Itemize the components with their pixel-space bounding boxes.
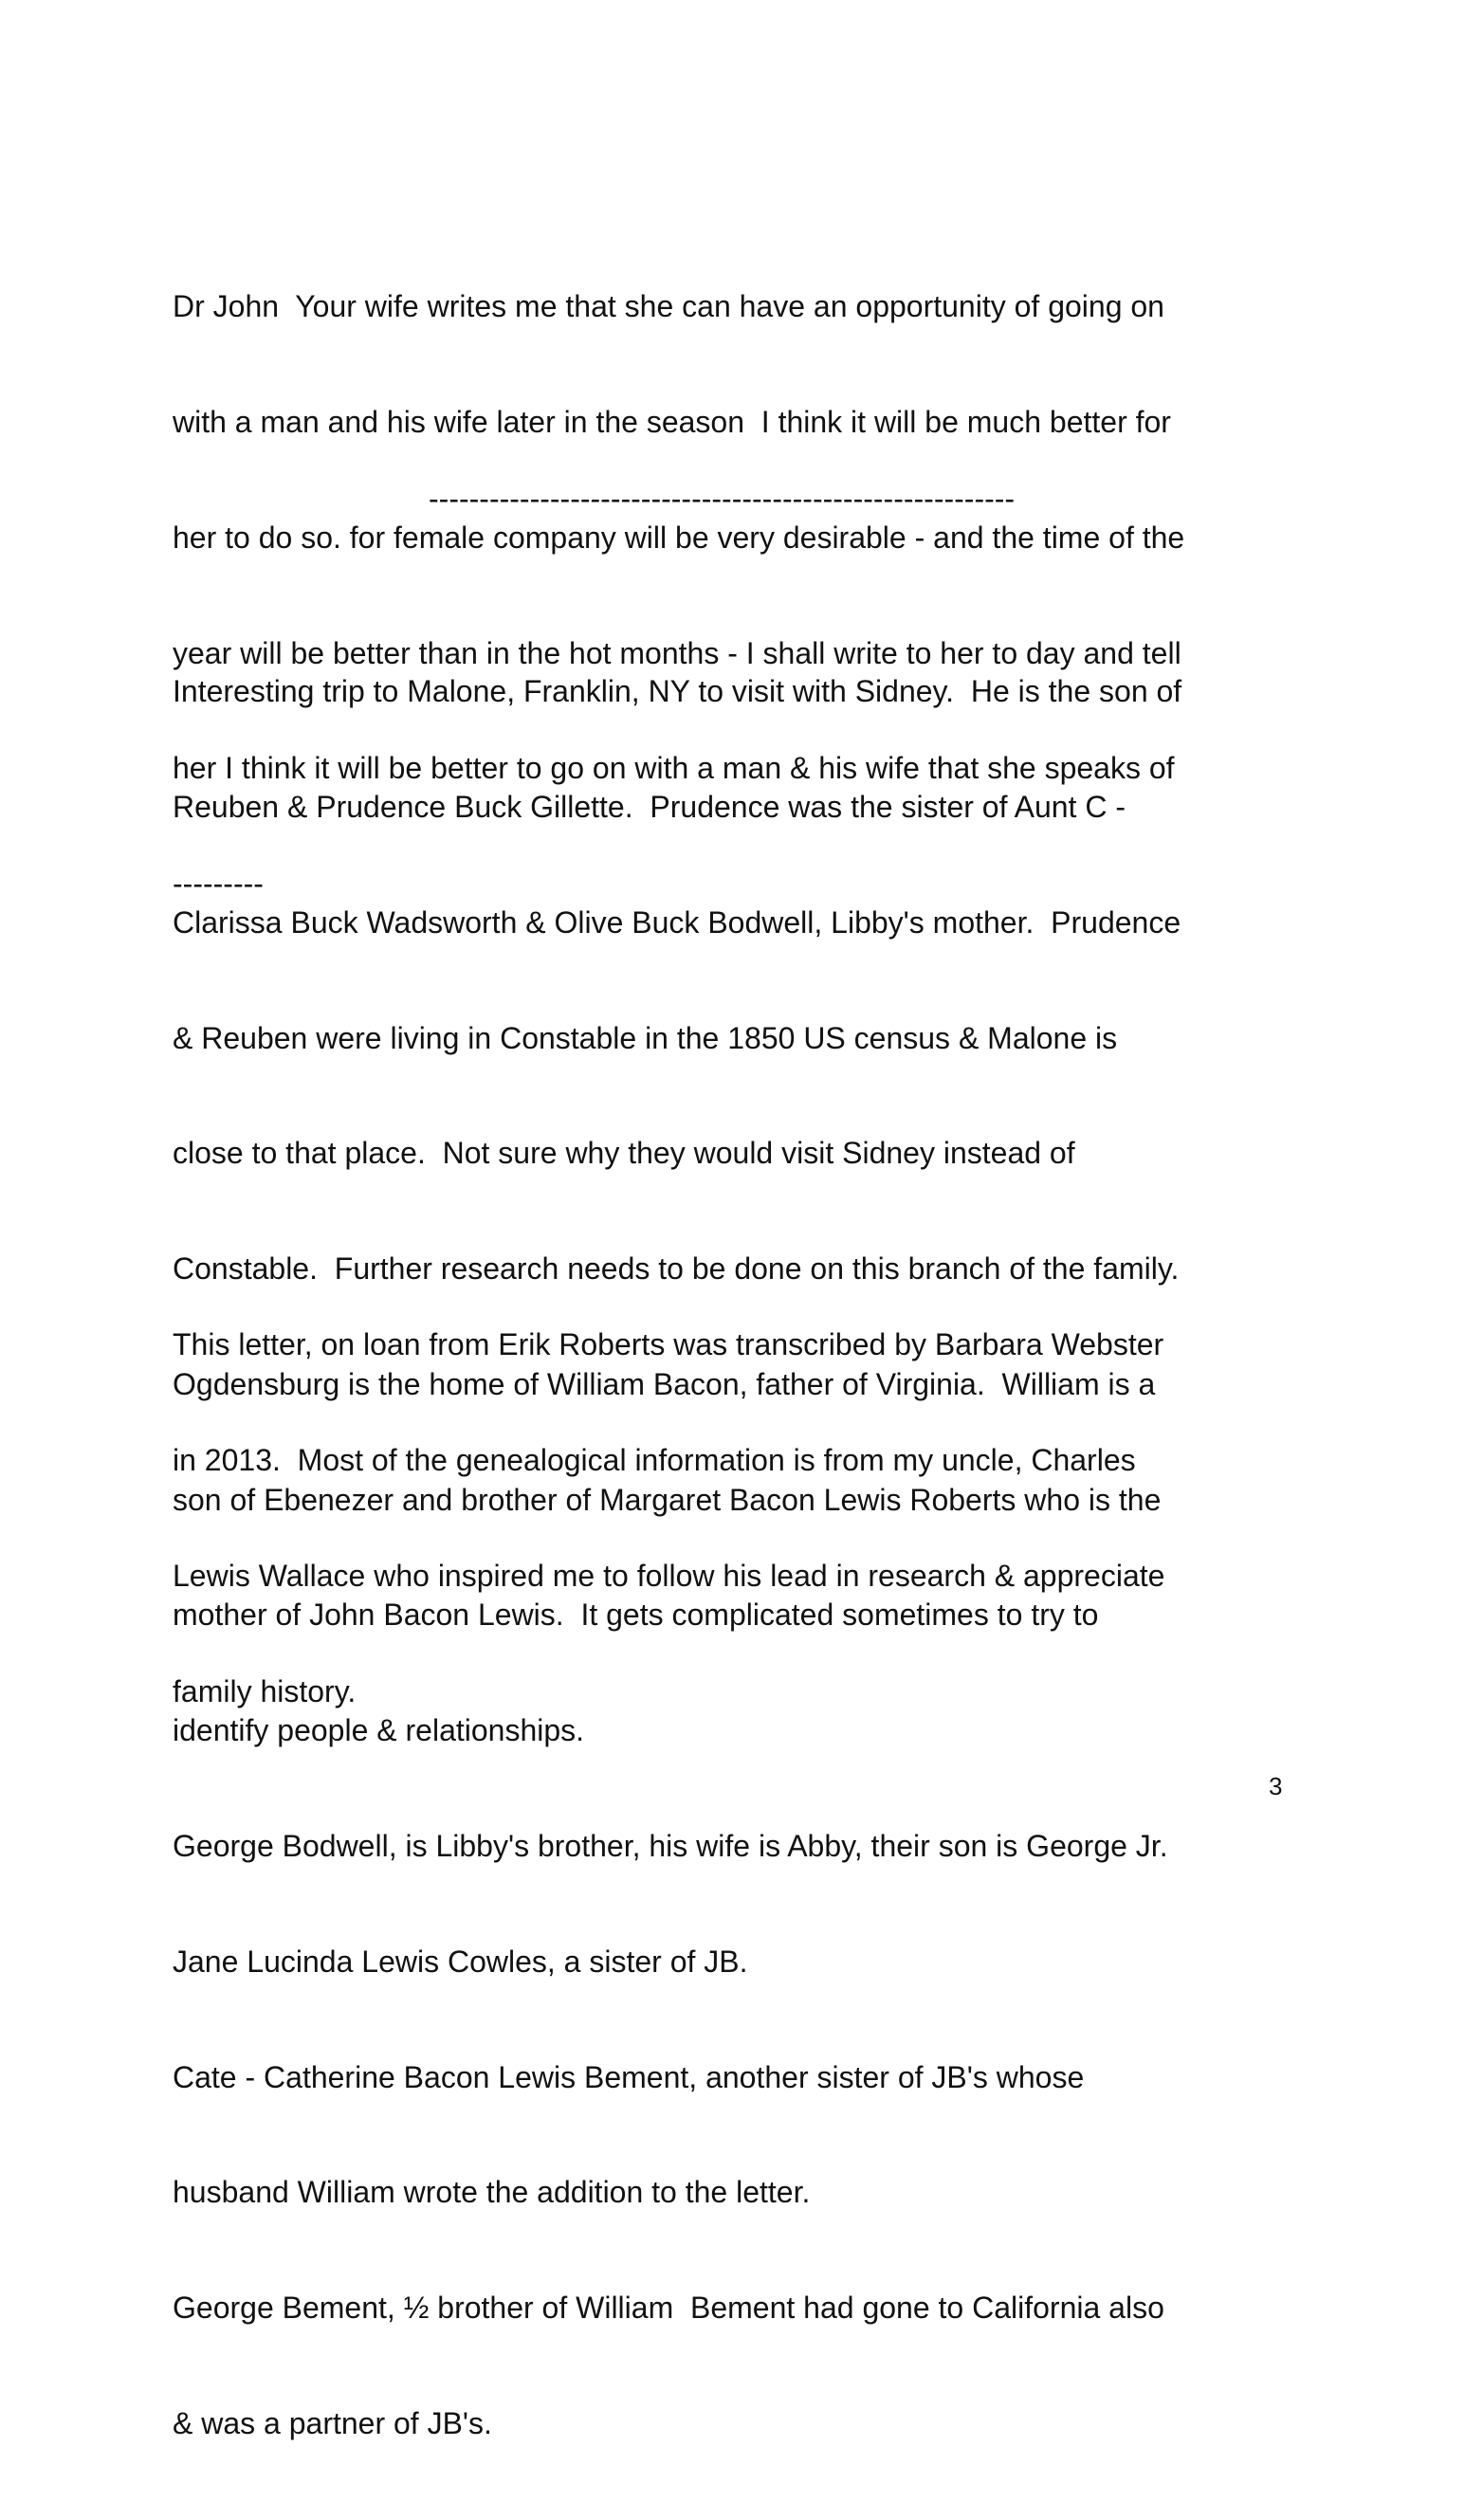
credit-line: in 2013. Most of the genealogical information is from my uncle, Charles — [173, 1442, 1136, 1477]
notes-line: Clarissa Buck Wadsworth & Olive Buck Bodwell, Libby's mother. Prudence — [173, 904, 1181, 940]
letter-line: her I think it will be better to go on with a man & his wife that she speaks of — [173, 751, 1175, 786]
notes-line: Ogdensburg is the home of William Bacon, father of Virginia. William is a — [173, 1366, 1156, 1401]
credit-line: This letter, on loan from Erik Roberts was transcribed by Barbara Webster — [173, 1327, 1164, 1362]
notes-line: Cate - Catherine Bacon Lewis Bement, another sister of JB's whose — [173, 2059, 1085, 2094]
notes-line: Constable. Further research needs to be done on this branch of the family. — [173, 1251, 1180, 1287]
notes-line: mother of John Bacon Lewis. It gets complicated sometimes to try to — [173, 1598, 1099, 1633]
notes-line: Reuben & Prudence Buck Gillette. Prudence was the sister of Aunt C - — [173, 789, 1126, 824]
credit-line: Lewis Wallace who inspired me to follow his lead in research & appreciate — [173, 1558, 1165, 1593]
notes-line: Interesting trip to Malone, Franklin, NY to visit with Sidney. He is the son of — [173, 674, 1182, 709]
notes-line: George Bement, ½ brother of William Bement had gone to California also — [173, 2291, 1164, 2326]
notes-line: & Reuben were living in Constable in the 1850 US census & Malone is — [173, 1020, 1118, 1055]
notes-line: husband William wrote the addition to the letter. — [173, 2175, 811, 2210]
letter-line: --------- — [173, 867, 264, 902]
letter-line: Dr John Your wife writes me that she can have an opportunity of going on — [173, 289, 1164, 324]
section-separator: ---------------------------------------------------------- — [429, 482, 1016, 516]
letter-line: with a man and his wife later in the season I think it will be much better for — [173, 404, 1171, 439]
page-number: 3 — [1269, 1772, 1283, 1800]
letter-line: year will be better than in the hot months - I shall write to her to day and tell — [173, 635, 1181, 670]
credit-line: family history. — [173, 1673, 357, 1708]
notes-line: son of Ebenezer and brother of Margaret Bacon Lewis Roberts who is the — [173, 1482, 1162, 1517]
notes-line: close to that place. Not sure why they would visit Sidney instead of — [173, 1136, 1075, 1171]
notes-line: Jane Lucinda Lewis Cowles, a sister of JB. — [173, 1944, 748, 1979]
transcription-credit — [173, 1249, 1291, 1787]
letter-line: her to do so. for female company will be very desirable - and the time of the — [173, 520, 1185, 555]
notes-line: & was a partner of JB's. — [173, 2405, 492, 2440]
notes-line: identify people & relationships. — [173, 1713, 585, 1748]
notes-line: George Bodwell, is Libby's brother, his wife is Abby, their son is George Jr. — [173, 1829, 1168, 1863]
